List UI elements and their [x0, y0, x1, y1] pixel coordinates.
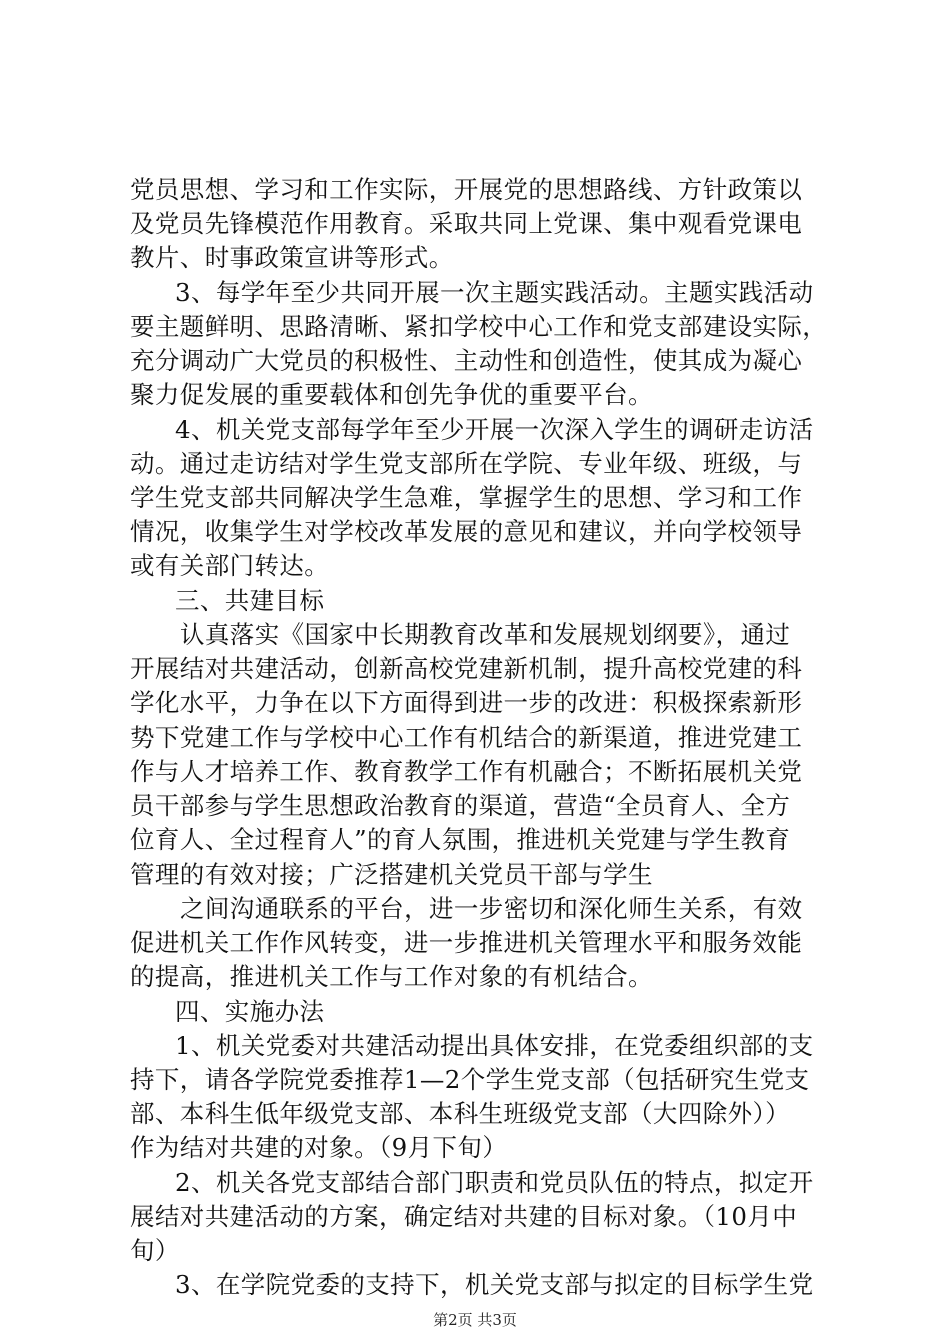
text-line: 管理的有效对接；广泛搭建机关党员干部与学生	[130, 860, 653, 889]
text-line: 或有关部门转达。	[130, 551, 330, 580]
text-line: 的提高，推进机关工作与工作对象的有机结合。	[130, 962, 653, 991]
text-line: 位育人、全过程育人”的育人氛围，推进机关党建与学生教育	[130, 825, 791, 854]
text-line: 势下党建工作与学校中心工作有机结合的新渠道，推进党建工	[130, 723, 803, 752]
paragraph-start-line: 认真落实《国家中长期教育改革和发展规划纲要》，通过	[180, 620, 791, 649]
page-number-footer: 第2页 共3页	[433, 1311, 517, 1329]
text-line: 作与人才培养工作、教育教学工作有机融合；不断拓展机关党	[130, 757, 803, 786]
text-line: 学生党支部共同解决学生急难，掌握学生的思想、学习和工作	[130, 483, 803, 512]
text-line: 开展结对共建活动，创新高校党建新机制，提升高校党建的科	[130, 654, 803, 683]
section-heading: 四、实施办法	[175, 997, 325, 1026]
text-line: 促进机关工作作风转变，进一步推进机关管理水平和服务效能	[130, 928, 803, 957]
paragraph-start-line: 3、在学院党委的支持下，机关党支部与拟定的目标学生党	[175, 1270, 814, 1299]
paragraph-start-line: 3、每学年至少共同开展一次主题实践活动。主题实践活动	[175, 278, 814, 307]
text-line: 学化水平，力争在以下方面得到进一步的改进：积极探索新形	[130, 688, 803, 717]
paragraph-start-line: 2、机关各党支部结合部门职责和党员队伍的特点，拟定开	[175, 1168, 814, 1197]
text-line: 要主题鲜明、思路清晰、紧扣学校中心工作和党支部建设实际，	[130, 312, 828, 341]
paragraph-start-line: 之间沟通联系的平台，进一步密切和深化师生关系，有效	[180, 894, 803, 923]
paragraph-start-line: 4、机关党支部每学年至少开展一次深入学生的调研走访活	[175, 415, 814, 444]
text-line: 情况，收集学生对学校改革发展的意见和建议，并向学校领导	[130, 517, 803, 546]
text-line: 教片、时事政策宣讲等形式。	[130, 243, 454, 272]
text-line: 及党员先锋模范作用教育。采取共同上党课、集中观看党课电	[130, 209, 803, 238]
section-heading: 三、共建目标	[175, 586, 325, 615]
text-line: 展结对共建活动的方案，确定结对共建的目标对象。（10月中	[130, 1202, 798, 1231]
text-line: 员干部参与学生思想政治教育的渠道，营造“全员育人、全方	[130, 791, 791, 820]
text-line: 部、本科生低年级党支部、本科生班级党支部（大四除外））	[130, 1099, 791, 1128]
text-line: 党员思想、学习和工作实际，开展党的思想路线、方针政策以	[130, 175, 803, 204]
text-line: 聚力促发展的重要载体和创先争优的重要平台。	[130, 380, 653, 409]
text-line: 动。通过走访结对学生党支部所在学院、专业年级、班级，与	[130, 449, 803, 478]
text-line: 充分调动广大党员的积极性、主动性和创造性，使其成为凝心	[130, 346, 803, 375]
text-line: 持下，请各学院党委推荐1—2个学生党支部（包括研究生党支	[130, 1065, 810, 1094]
text-line: 作为结对共建的对象。（9月下旬）	[130, 1133, 508, 1162]
paragraph-start-line: 1、机关党委对共建活动提出具体安排，在党委组织部的支	[175, 1031, 814, 1060]
text-line: 旬）	[130, 1236, 180, 1265]
